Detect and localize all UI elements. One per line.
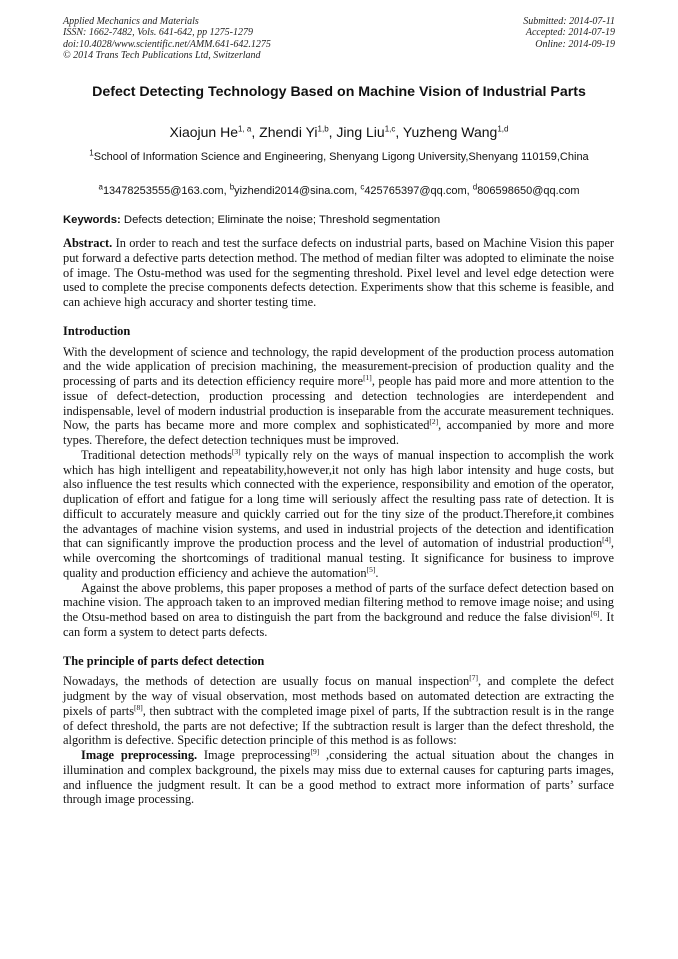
- citation: [2]: [429, 417, 439, 427]
- citation: [7]: [469, 673, 478, 683]
- journal-header: [63, 16, 271, 61]
- affiliation: [70, 150, 608, 165]
- citation: [1]: [363, 372, 372, 382]
- email-mark: c: [360, 182, 365, 192]
- section-heading-introduction: Introduction: [63, 323, 131, 338]
- author-affiliation-mark: 1,c: [384, 124, 396, 134]
- author-name: Zhendi Yi: [259, 124, 318, 140]
- paragraph-text: , while overcoming the shortcomings of traditional manual testing. It significance for business to improve quality and production efficiency and achieve the automation: [63, 536, 614, 580]
- principle-paragraph-2: [63, 748, 614, 807]
- author-affiliation-mark: 1,d: [497, 124, 509, 134]
- author-name: Yuzheng Wang: [402, 124, 498, 140]
- paragraph-text: , accompanied by more and more types. Therefore, the defect detection techniques must be improved.: [63, 418, 614, 447]
- paragraph-text: , people has paid more and more attention to the issue of defect-detection, production processing and detection technologies are interdependent and indispensable, level of modern industrial production is inseparable from the accurate measurement techniques. Now, the parts has became more and more complex and sophisticated: [63, 374, 614, 433]
- paragraph-text: . It can form a system to detect parts defects.: [63, 610, 615, 639]
- citation: [8]: [134, 702, 143, 712]
- citation: [4]: [602, 535, 611, 545]
- email: 13478253555@163.com,: [102, 185, 227, 197]
- accepted-date: Accepted: 2014-07-19: [525, 27, 615, 39]
- paper-body: [63, 236, 614, 807]
- email: yizhendi2014@sina.com,: [234, 185, 358, 197]
- submitted-date: Submitted: 2014-07-11: [523, 16, 615, 27]
- paragraph-text: With the development of science and technology, the rapid development of the production process automation and the wide application of precision machining, the measurement-precision of production quality and the processing of parts and its detection efficiency require more: [63, 344, 614, 388]
- paragraph-text: Against the above problems, this paper proposes a method of parts of the surface defect detection based on machine vision. The approach taken to an improved median filtering method to remove image noise; and using the Otsu-method based on area to distinguish the part from the background and reduce the false division: [63, 580, 614, 624]
- citation: [5]: [366, 564, 376, 574]
- paragraph-text: ,considering the actual situation about the changes in illumination and complex background, the pixels may miss due to external causes for capturing parts images, and influence the judgment result. It can be a good method to extract more information of parts’ surface through image processing.: [63, 748, 614, 807]
- subsection-label: Image preprocessing.: [81, 748, 198, 762]
- paragraph-text: Nowadays, the methods of detection are usually focus on manual inspection: [63, 674, 470, 689]
- intro-paragraph-2: [63, 448, 614, 581]
- author-list: Xiaojun He$^{1, a}$, Zhendi Yi$^{1,b}$, Jing Liu$^{1,c}$, Yuzheng Wang$^{1,d}$: [169, 124, 509, 140]
- online-date: Online: 2014-09-19: [535, 38, 615, 50]
- journal-doi: doi:10.4028/www.scientific.net/AMM.641-642.1275: [63, 38, 271, 50]
- email-mark: a: [98, 182, 103, 192]
- author-affiliation-mark: 1, a: [238, 124, 252, 134]
- affiliation-mark: 1: [89, 148, 94, 158]
- paragraph-text: .: [375, 565, 379, 580]
- intro-paragraph-1: [63, 345, 614, 448]
- keywords-label: Keywords:: [63, 214, 121, 226]
- keywords-text: Defects detection; Eliminate the noise; Threshold segmentation: [123, 214, 441, 226]
- abstract-label: Abstract.: [63, 236, 113, 250]
- author-name: Jing Liu: [336, 124, 385, 140]
- section-heading-principle: The principle of parts defect detection: [63, 653, 265, 668]
- author-affiliation-mark: 1,b: [317, 124, 329, 134]
- paragraph-text: , and complete the defect judgment by the way of visual observation, most methods based on automated detection are extracting the pixels of parts: [63, 674, 614, 718]
- paragraph-text: typically rely on the ways of manual inspection to accomplish the work which has high intelligent and repeatability,however,it not only has high labor intensity and huge costs, but also influence the test results which connected with the experience, responsibility and emotion of the operator, duplication of effort and fatigue for a long time will seriously affect the resulting pass rate of detection. It is difficult to accurately measure and quickly carried out for the tiny size of the product.Therefore,it combines the advantages of machine vision systems, and used in industrial projects of the detection and identification that can significantly improve the production process and the level of automation of industrial production: [63, 447, 614, 551]
- paragraph-text: , then subtract with the completed image pixel of parts, If the subtraction result is in the range of defect threshold, the parts are not defective; If the subtraction result is larger than the defect threshold, the algorithm is defective. Specific detection principle of this method is as follows:: [63, 703, 614, 748]
- abstract-text: In order to reach and test the surface defects on industrial parts, based on Machine Vision this paper put forward a defective parts detection method. The method of median filter was adopted to eliminate the noise of image. The Ostu-method was used for the segmenting threshold. Pixel level and level edge detection were used to complete the precise components defects detection. Experiments show that this scheme is feasible, and can achieve high accuracy and shorter testing time.: [63, 236, 614, 309]
- paragraph-text: Image preprocessing: [197, 748, 311, 762]
- publication-dates: [523, 16, 615, 50]
- author-emails: [40, 184, 638, 198]
- paper-title: Defect Detecting Technology Based on Machine Vision of Industrial Parts: [92, 84, 586, 100]
- paragraph-text: Traditional detection methods: [81, 447, 232, 462]
- author-name: Xiaojun He: [169, 124, 239, 140]
- journal-issn: ISSN: 1662-7482, Vols. 641-642, pp 1275-1279: [63, 27, 253, 39]
- principle-paragraph-1: [63, 674, 614, 748]
- email-mark: d: [472, 182, 478, 192]
- journal-copyright: © 2014 Trans Tech Publications Ltd, Switzerland: [63, 49, 261, 61]
- journal-name: Applied Mechanics and Materials: [63, 16, 199, 27]
- intro-paragraph-3: [63, 581, 614, 640]
- citation: [6]: [590, 608, 600, 618]
- email: 806598650@qq.com: [477, 185, 580, 197]
- citation: [9]: [310, 746, 320, 756]
- keywords: [63, 213, 623, 227]
- email-mark: b: [229, 182, 235, 192]
- abstract: [63, 236, 614, 310]
- citation: [3]: [231, 446, 241, 456]
- email: 425765397@qq.com,: [364, 185, 470, 197]
- affiliation-text: School of Information Science and Engineering, Shenyang Ligong University,Shenyang 110159,China: [93, 151, 589, 163]
